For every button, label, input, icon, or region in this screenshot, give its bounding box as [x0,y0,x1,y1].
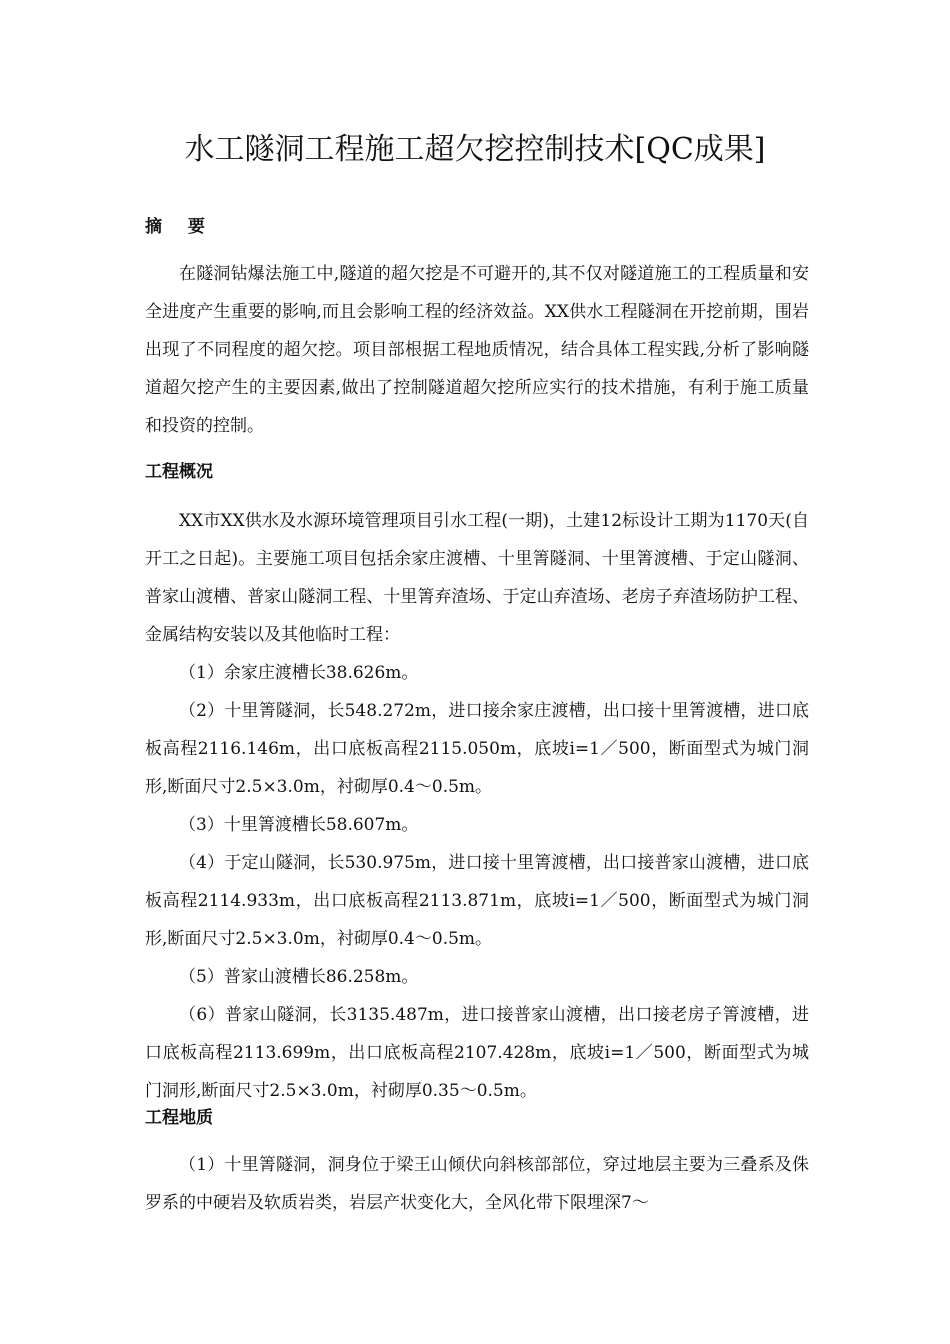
overview-body [145,502,809,1110]
overview-intro-paragraph: XX市XX供水及水源环境管理项目引水工程(一期)，土建12标设计工期为1170天(自开工之日起)。主要施工项目包括余家庄渡槽、十里箐隧洞、十里箐渡槽、于定山隧洞、普家山渡槽、普家山隧洞工程、十里箐弃渣场、于定山弃渣场、老房子弃渣场防护工程、金属结构安装以及其他临时工程： [145,511,809,645]
overview-item: （5）普家山渡槽长86.258m。 [179,967,419,987]
abstract-paragraph: 在隧洞钻爆法施工中,隧道的超欠挖是不可避开的,其不仅对隧道施工的工程质量和安全进度产生重要的影响,而且会影响工程的经济效益。XX供水工程隧洞在开挖前期，围岩出现了不同程度的超欠挖。项目部根据工程地质情况，结合具体工程实践,分析了影响隧道超欠挖产生的主要因素,做出了控制隧道超欠挖所应实行的技术措施，有利于施工质量和投资的控制。 [145,264,809,436]
abstract-body [145,255,809,445]
document-title: 水工隧洞工程施工超欠挖控制技术[QC成果] [184,132,766,167]
overview-heading: 工程概况 [145,462,213,482]
overview-item: （4）于定山隧洞，长530.975m，进口接十里箐渡槽，出口接普家山渡槽，进口底板高程2114.933m，出口底板高程2113.871m，底坡i=1／500，断面型式为城门洞形,断面尺寸2.5×3.0m，衬砌厚0.4～0.5m。 [145,853,809,949]
overview-item: （2）十里箐隧洞，长548.272m，进口接余家庄渡槽，出口接十里箐渡槽，进口底板高程2116.146m，出口底板高程2115.050m，底坡i=1／500，断面型式为城门洞形,断面尺寸2.5×3.0m，衬砌厚0.4～0.5m。 [145,701,809,797]
overview-item: （3）十里箐渡槽长58.607m。 [179,815,419,835]
overview-item: （1）余家庄渡槽长38.626m。 [179,663,419,683]
abstract-heading: 摘 要 [145,217,215,237]
geology-heading: 工程地质 [145,1108,213,1128]
overview-item: （6）普家山隧洞，长3135.487m，进口接普家山渡槽，出口接老房子箐渡槽，进口底板高程2113.699m，出口底板高程2107.428m，底坡i=1／500，断面型式为城门洞形,断面尺寸2.5×3.0m，衬砌厚0.35～0.5m。 [145,1005,809,1101]
geology-body [145,1146,809,1222]
geology-paragraph: （1）十里箐隧洞，洞身位于梁王山倾伏向斜核部部位，穿过地层主要为三叠系及侏罗系的中硬岩及软质岩类，岩层产状变化大，全风化带下限埋深7～ [145,1155,809,1213]
